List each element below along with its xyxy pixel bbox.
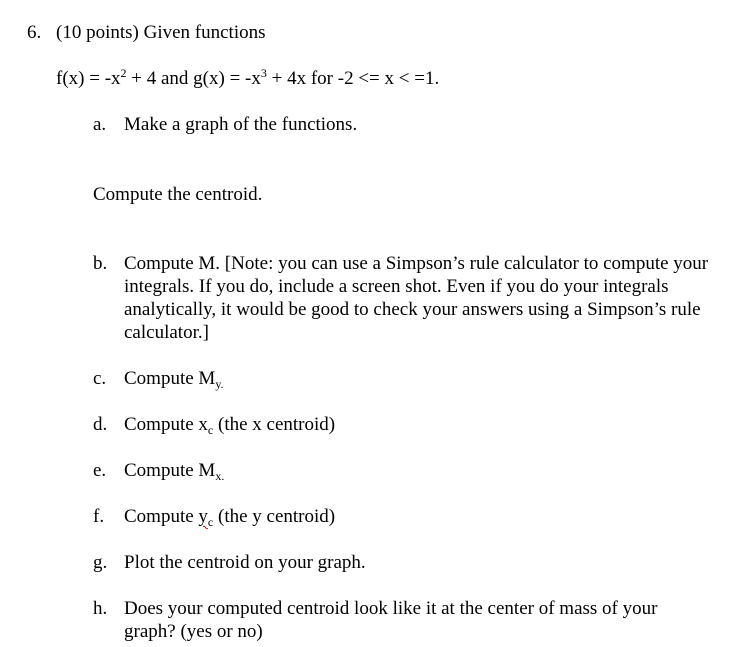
- part-h-letter: h.: [93, 598, 108, 619]
- function-definitions: [56, 67, 439, 92]
- question-number: 6.: [27, 22, 42, 43]
- part-c-text: [124, 367, 224, 392]
- part-e-main: Compute M: [124, 460, 216, 481]
- part-e-subscript: x.: [215, 469, 225, 483]
- part-f-text: [124, 505, 335, 530]
- part-c-subscript: y.: [215, 377, 224, 391]
- part-a-letter: a.: [93, 114, 107, 135]
- part-b-letter: b.: [93, 253, 108, 274]
- part-d-main: Compute x: [124, 414, 208, 435]
- centroid-note: Compute the centroid.: [93, 184, 263, 205]
- part-a-text: Make a graph of the functions.: [124, 114, 358, 135]
- part-c-letter: c.: [93, 368, 107, 389]
- part-d-subscript: c: [207, 423, 214, 437]
- f-exponent: 2: [120, 66, 127, 80]
- part-e-text: [124, 459, 224, 484]
- part-f-spellcheck-word: [198, 506, 213, 527]
- question-header: (10 points) Given functions: [56, 22, 266, 43]
- part-d-letter: d.: [93, 414, 108, 435]
- part-e-letter: e.: [93, 460, 107, 481]
- part-b-text: Compute M. [Note: you can use a Simpson’s rule calculator to compute your integrals. If you do, include a screen shot. Even if you do your integrals analytically, it would be good to check your answers using a Simpson’s rule calculator.]: [124, 253, 709, 343]
- f-lhs: f(x) = -x: [56, 68, 121, 89]
- part-h-text: Does your computed centroid look like it at the center of mass of your graph? (yes or no): [124, 598, 658, 642]
- part-f-y: y: [198, 506, 208, 527]
- part-f-subscript: c: [207, 515, 214, 529]
- part-f-letter: f.: [93, 506, 105, 527]
- part-f-main: Compute: [124, 506, 199, 527]
- part-f-post: (the y centroid): [213, 506, 336, 527]
- part-c-main: Compute M: [124, 368, 216, 389]
- f-rest: + 4 and g(x) = -x: [126, 68, 261, 89]
- part-d-text: [124, 413, 335, 438]
- g-exponent: 3: [260, 66, 267, 80]
- g-rest: + 4x for -2 <= x < =1.: [266, 68, 440, 89]
- part-d-post: (the x centroid): [213, 414, 336, 435]
- part-g-text: Plot the centroid on your graph.: [124, 552, 366, 573]
- part-g-letter: g.: [93, 552, 108, 573]
